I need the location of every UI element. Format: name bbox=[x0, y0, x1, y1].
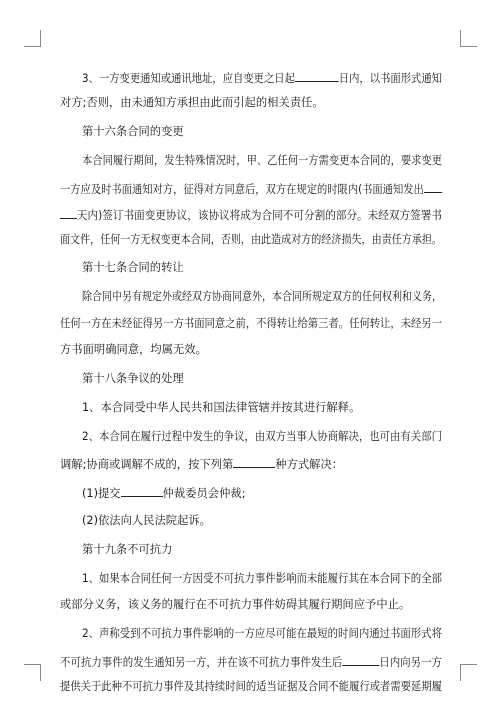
paragraph-line: 1、如果本合同任何一方因受不可抗力事件影响而未能履行其在本合同下的全部 bbox=[82, 572, 442, 585]
text-run: 3、一方变更通知或通讯地址，应自变更之日起 bbox=[82, 72, 295, 85]
text-run: 一方应及时书面通知对方，征得对方同意后，双方在规定的时限内(书面通知发出 bbox=[60, 183, 424, 196]
paragraph-line: 或部分义务，该义务的履行在不可抗力事件妨碍其履行期间应予中止。 bbox=[60, 598, 411, 611]
text-run: 天内)签订书面变更协议，该协议将成为合同不可分割的部分。未经双方签署书 bbox=[76, 209, 443, 222]
crop-mark-top-left bbox=[24, 30, 41, 47]
paragraph-line bbox=[60, 207, 442, 221]
text-run: 种方式解决： bbox=[275, 458, 344, 471]
paragraph-line: 1、本合同受中华人民共和国法律管辖并按其进行解释。 bbox=[82, 401, 361, 414]
fill-blank bbox=[121, 485, 163, 497]
paragraph-line bbox=[82, 485, 246, 499]
paragraph-line bbox=[82, 70, 442, 84]
text-run: 调解;协商或调解不成的，按下列第 bbox=[60, 458, 234, 471]
paragraph-line: 对方;否则，由未通知方承担由此而引起的相关责任。 bbox=[60, 96, 324, 109]
text-run: 不可抗力事件的发生通知另一方，并在该不可抗力事件发生后 bbox=[60, 656, 343, 669]
fill-blank bbox=[342, 654, 379, 666]
paragraph-line: 本合同履行期间，发生特殊情况时，甲、乙任何一方需变更本合同的，要求变更 bbox=[82, 154, 443, 167]
fill-blank bbox=[295, 70, 339, 82]
text-run: 日内向另一方 bbox=[379, 656, 442, 669]
section-heading-17: 第十七条合同的转让 bbox=[82, 261, 184, 274]
fill-blank bbox=[233, 456, 275, 468]
fill-blank bbox=[60, 207, 77, 219]
crop-mark-top-right bbox=[460, 30, 477, 47]
text-run: (1)提交 bbox=[82, 487, 121, 500]
paragraph-line bbox=[60, 456, 343, 470]
paragraph-line: 2、本合同在履行过程中发生的争议，由双方当事人协商解决，也可由有关部门 bbox=[82, 430, 442, 443]
section-heading-16: 第十六条合同的变更 bbox=[82, 125, 184, 138]
paragraph-line bbox=[60, 654, 442, 668]
paragraph-line: 方书面明确同意，均属无效。 bbox=[60, 343, 207, 356]
text-run: 日内，以书面形式通知 bbox=[338, 72, 442, 85]
paragraph-line: 除合同中另有规定外或经双方协商同意外，本合同所规定双方的任何权利和义务， bbox=[82, 290, 443, 303]
fill-blank bbox=[424, 181, 442, 193]
crop-mark-bottom-right bbox=[460, 664, 477, 681]
paragraph-line bbox=[60, 181, 442, 195]
paragraph-line: 任何一方在未经征得另一方书面同意之前，不得转让给第三者。任何转让，未经另一 bbox=[60, 317, 443, 330]
paragraph-line: (2)依法向人民法院起诉。 bbox=[82, 514, 211, 527]
text-run: 仲裁委员会仲裁; bbox=[162, 487, 246, 500]
crop-mark-bottom-left bbox=[24, 664, 41, 681]
paragraph-line: 2、声称受到不可抗力事件影响的一方应尽可能在最短的时间内通过书面形式将 bbox=[82, 627, 442, 640]
section-heading-19: 第十九条不可抗力 bbox=[82, 543, 173, 556]
paragraph-line: 提供关于此种不可抗力事件及其持续时间的适当证据及合同不能履行或者需要延期履 bbox=[60, 680, 443, 693]
section-heading-18: 第十八条争议的处理 bbox=[82, 372, 184, 385]
paragraph-line: 面文件，任何一方无权变更本合同，否则，由此造成对方的经济损失，由责任方承担。 bbox=[60, 233, 442, 246]
